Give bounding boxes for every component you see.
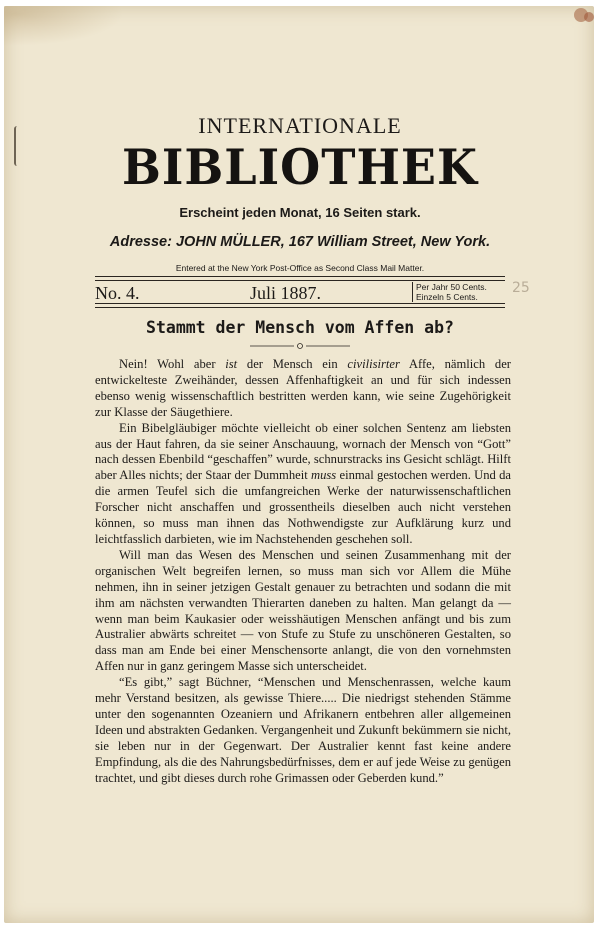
headline-ornament <box>250 342 350 350</box>
text-run: einmal gestochen werden. Und da die armen Teufel sich die umfangreichen Werke der naturwissenschaftlichen Forscher nicht anschaffen und grossentheils dieselben auch nicht verstehen können, so muss man ihnen das Nothwendigste zur Aufklärung kurz und leichtfasslich darbieten, wie im Nachstehenden geschehen soll. <box>95 468 512 546</box>
issue-date: Juli 1887. <box>250 283 322 303</box>
emphasis: ist <box>225 357 238 371</box>
post-office-notice: Entered at the New York Post-Office as Second Class Mail Matter. <box>175 263 425 273</box>
masthead-subtitle: Erscheint jeden Monat, 16 Seiten stark. <box>179 205 421 220</box>
paragraph: Will man das Wesen des Menschen und seinen Zusammenhang mit der organischen Welt begreifen lernen, so muss man sich vor Allem die Mühe nehmen, ihn in seiner jetzigen Gestalt genauer zu betrachten und sodann die mit ihm am nächsten verwandten Thierarten daneben zu halten. Man gelangt da — wenn man beim Kaukasier oder weisshäutigen Menschen anfängt und bis zum Australier abwärts schreitet — von Stufe zu Stufe zu unschöneren Gestalten, so dass man am Ende bei einer Menschensorte anlangt, die von den vornehmsten Affen nur in ganz geringem Masse sich unterscheidet. <box>95 547 511 674</box>
age-stain <box>4 6 124 46</box>
price-yearly: Per Jahr 50 Cents. <box>416 282 487 292</box>
masthead-title: BIBLIOTHEK <box>122 138 478 196</box>
price-single: Einzeln 5 Cents. <box>416 292 478 302</box>
paragraph <box>95 357 511 421</box>
emphasis: muss <box>311 468 337 483</box>
emphasis: civilisirter <box>347 357 400 371</box>
paragraph <box>95 421 511 548</box>
text-run: Affe, nämlich der entwickelteste Zweihänder, dessen Affenhaftigkeit an und für sich indessen ebenso wenig wissenschaftlich bestritten werden kann, wie seine Zugehörigkeit zur Klasse der Säugethiere. <box>95 357 511 419</box>
issue-number: No. 4. <box>95 283 140 303</box>
article-headline: Stammt der Mensch vom Affen ab? <box>146 318 454 337</box>
text-run: Nein! Wohl aber <box>119 357 226 371</box>
article-body <box>95 357 511 786</box>
rust-spot <box>584 12 594 22</box>
paragraph: “Es gibt,” sagt Büchner, “Menschen und Menschenrassen, welche kaum mehr Verstand besitzen, als gewisse Thiere..... Die niedrigst stehenden Stämme unter den sogenannten Ozeaniern und Afrikanern entbehren aller allgemeinen Ideen und abstrakten Gedanken. Vergangenheit und Zukunft bekümmern sie nicht, sie leben nur in der Gegenwart. Der Australier kennt fast keine andere Empfindung, als die des Nahrungsbedürfnisses, dem er auf jede Weise zu genügen trachtet, und gibt dieses durch rohe Grimassen oder Geberden kund.” <box>95 675 511 785</box>
issue-line-rule <box>95 303 505 308</box>
price-box <box>412 282 487 302</box>
pencil-annotation: 25 <box>512 280 530 296</box>
text-run: Ein Bibelgläubiger möchte vielleicht ob einer solchen Sentenz am liebsten aus der Haut fahren, da sie seiner Anschauung, wornach der Mensch von “Gott” nach dessen Ebenbild “geschaffen” wurde, schnurstracks ins Gesicht schlägt. Hilft aber Alles nichts; der Staar der Dummheit <box>95 420 511 483</box>
masthead-top-line: INTERNATIONALE <box>198 113 402 138</box>
masthead-rule <box>95 276 505 281</box>
publisher-address: Adresse: JOHN MÜLLER, 167 William Street, New York. <box>109 234 491 250</box>
text-run: der Mensch ein <box>237 357 348 371</box>
